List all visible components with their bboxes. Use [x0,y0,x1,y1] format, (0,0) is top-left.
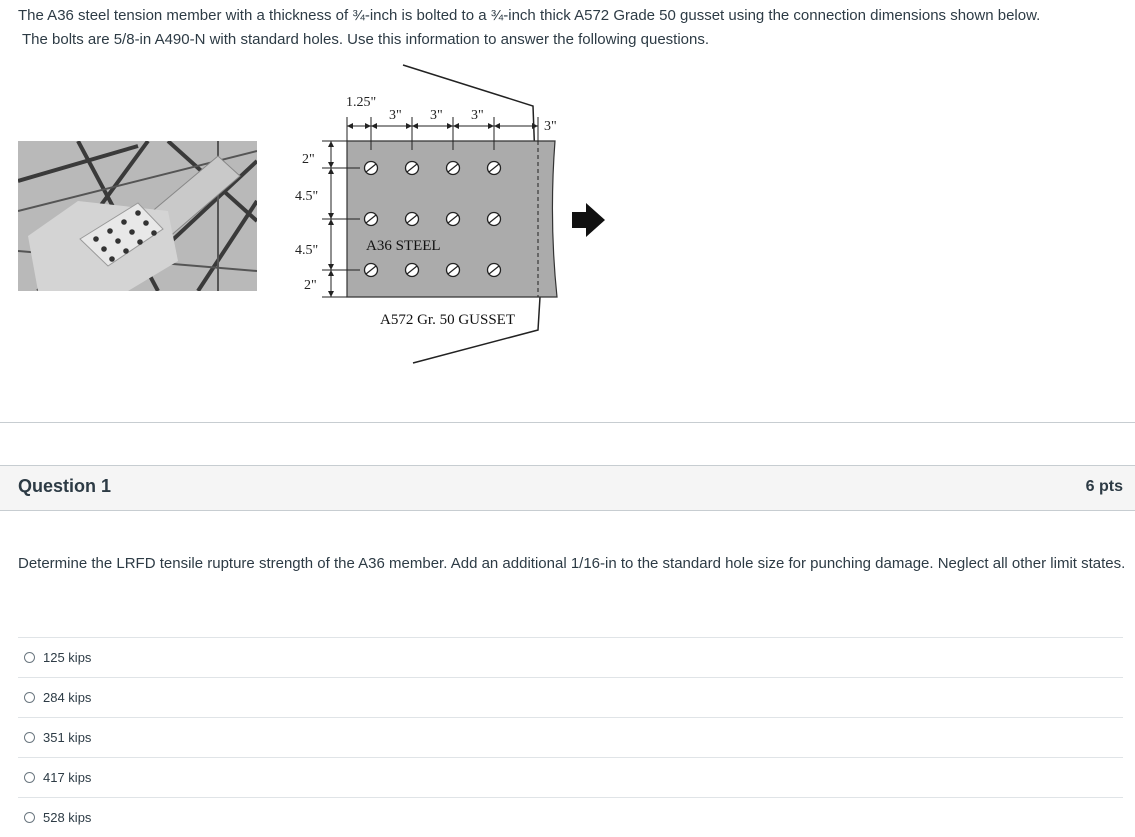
dim-gage-2: 4.5" [295,243,319,258]
dim-edge-x: 1.25" [346,95,377,110]
answer-label: 284 kips [43,690,92,705]
radio-button[interactable] [24,812,35,823]
answer-label: 125 kips [43,650,92,665]
question-header [0,465,1135,511]
dim-top-edge: 2" [302,152,315,167]
question-title: Question 1 [18,476,112,496]
connection-photo [18,141,257,291]
answer-label: 417 kips [43,770,92,785]
dim-spacing-2: 3" [430,108,443,123]
answer-list [18,637,1123,837]
dim-right: 3" [544,119,557,134]
radio-button[interactable] [24,732,35,743]
dim-spacing-1: 3" [389,108,402,123]
answer-option[interactable] [18,717,1123,757]
problem-statement [18,4,1123,52]
answer-label: 351 kips [43,730,92,745]
question-points: 6 pts [1085,478,1123,495]
dim-gage-1: 4.5" [295,189,319,204]
dim-bottom-edge: 2" [304,278,317,293]
gusset-label: A572 Gr. 50 GUSSET [380,312,516,328]
intro-line-2: The bolts are 5/8-in A490-N with standard holes. Use this information to answer the following questions. [22,31,710,48]
question-text: Determine the LRFD tensile rupture strength of the A36 member. Add an additional 1/16-in to the standard hole size for punching damage. Neglect all other limit states. [18,555,1126,572]
answer-option[interactable] [18,637,1123,677]
answer-option[interactable] [18,677,1123,717]
dim-spacing-3: 3" [471,108,484,123]
radio-button[interactable] [24,692,35,703]
answer-label: 528 kips [43,810,92,825]
answer-option[interactable] [18,797,1123,837]
member-label: A36 STEEL [366,238,441,254]
intro-line-1: The A36 steel tension member with a thickness of ¾-inch is bolted to a ¾-inch thick A572 Grade 50 gusset using the connection dimensions shown below. [18,7,1041,24]
answer-option[interactable] [18,757,1123,797]
radio-button[interactable] [24,652,35,663]
connection-diagram [285,60,615,370]
radio-button[interactable] [24,772,35,783]
load-arrow-icon [572,203,605,237]
section-divider [0,422,1135,423]
